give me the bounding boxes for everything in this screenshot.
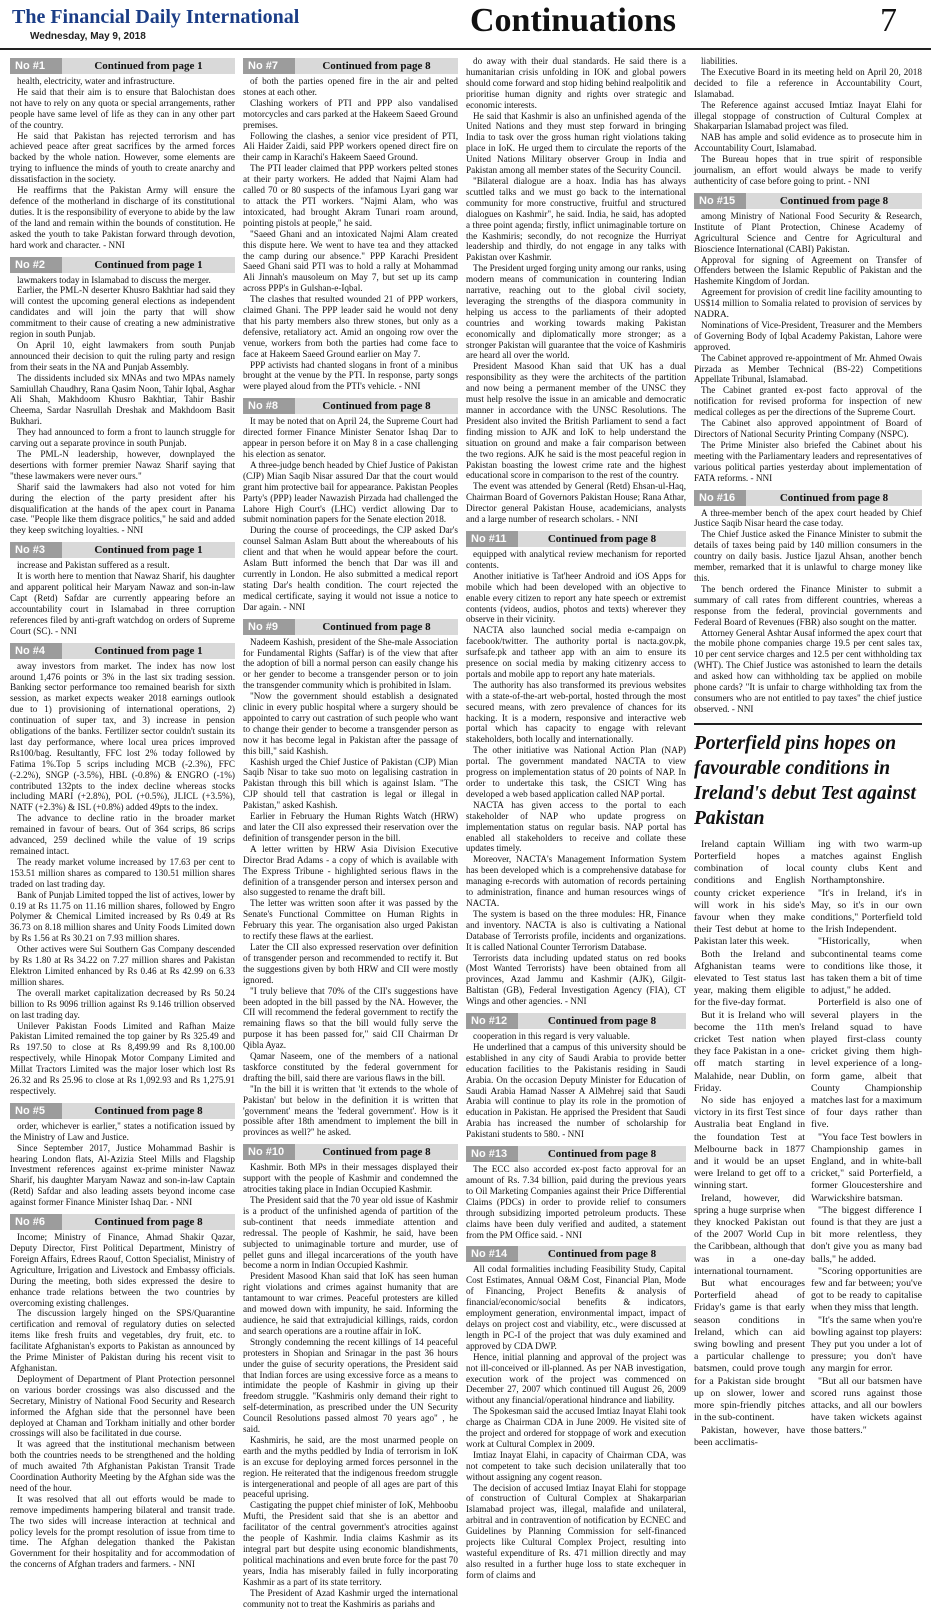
continuation-story bbox=[466, 531, 686, 1007]
continuation-story bbox=[10, 643, 235, 1097]
paragraph: Ireland, however, did spring a huge surprise when they knocked Pakistan out of the 2007 World Cup in the Caribbean, although that was in a one-day international tournament. bbox=[694, 1192, 805, 1277]
paragraph: "Scoring opportunities are few and far between; you've got to be ready to capitalise when they miss that length. bbox=[811, 1265, 922, 1314]
continuation-number: No #3 bbox=[10, 542, 62, 558]
article-column-right bbox=[811, 839, 922, 1449]
paragraph: Castigating the puppet chief minister of IoK, Mehboobu Mufti, the President said that she is an abettor and facilitator of the central government's atrocities against the people of Kashmir. India claims Kashmir as its integral part but despite using economic blandishments, political machinations and even brute force for the past 70 years, India has miserably failed in fully incorporating Kashmir as a part of its state territory. bbox=[243, 1500, 458, 1587]
continuation-story bbox=[243, 58, 458, 392]
continuation-story bbox=[243, 398, 458, 612]
continuation-number: No #16 bbox=[694, 490, 746, 506]
paragraph: "It's in Ireland, it's in May, so it's in our own conditions," Porterfield told the Irish Independent. bbox=[811, 887, 922, 936]
continuation-header bbox=[243, 1144, 458, 1160]
continuation-header bbox=[10, 643, 235, 659]
continuation-number: No #1 bbox=[10, 58, 62, 74]
paragraph: Ireland captain William Porterfield hopes a combination of local conditions and English county cricket experience will work in his side's favour when they make their Test debut at home to Pakistan later this week. bbox=[694, 838, 805, 948]
paragraph: Imtiaz Inayat Elahi, in capacity of Chairman CDA, was not competent to take such decision unilaterally that too without assigning any cogent reason. bbox=[466, 1449, 686, 1482]
continuation-header bbox=[466, 531, 686, 547]
column-2 bbox=[243, 56, 458, 1609]
paper-name: The Financial Daily International bbox=[12, 6, 300, 28]
continuation-number: No #14 bbox=[466, 1246, 518, 1262]
paragraph: The ready market volume increased by 17.63 per cent to 153.51 million shares as compared to 130.51 million shares traded on last trading day. bbox=[10, 856, 235, 889]
continuation-number: No #8 bbox=[243, 398, 295, 414]
paragraph: Following the clashes, a senior vice president of PTI, Ali Haider Zaidi, said PPP workers opened direct fire on their camp in Karachi's Hakeem Saeed Ground. bbox=[243, 130, 458, 163]
continuation-header bbox=[466, 1246, 686, 1262]
paragraph: The Bureau hopes that in true spirit of responsible journalism, an effort would always be made to verify authenticity of case before going to print. - NNI bbox=[694, 154, 922, 186]
paragraph: The Spokesman said the accused Imtiaz Inayat Elahi took charge as Chairman CDA in June 2009. He visited site of the project and ordered for stoppage of work and execution work at Cultural Complex in 2009. bbox=[466, 1406, 686, 1449]
paragraph: It is worth here to mention that Nawaz Sharif, his daughter and apparent political heir Maryam Nawaz and son-in-law Capt (Retd) Safdar are currently appearing before an accountability court in Islamabad in three corruption references filed by anti-graft watchdog on orders of Supreme Court (SC). - NNI bbox=[10, 571, 235, 636]
paragraph: Approval for signing of Agreement on Transfer of Offenders between the Islamic Republic of Pakistan and the Hashemite Kingdom of Jordan. bbox=[694, 254, 922, 287]
paragraph: Nadeem Kashish, president of the She-male Association for Fundamental Rights (Saffar) is of the view that after the adoption of bill a normal person can easily change his or her gender to become a transgender person or to join the transgender community which is prohibited in Islam. bbox=[243, 636, 458, 691]
paragraph: He said that Kashmir is also an unfinished agenda of the United Nations and they must step forward in bringing India to task over the gross human right violations taking place in IoK. He urged them to circulate the reports of the United Nations Military observer Group in India and Pakistan among all member states of the Security Council. bbox=[466, 110, 686, 176]
paragraph: Clashing workers of PTI and PPP also vandalised motorcycles and cars parked at the Hakeem Saeed Ground premises. bbox=[243, 97, 458, 130]
continuation-header bbox=[466, 1146, 686, 1162]
continuation-label: Continued from page 8 bbox=[295, 398, 458, 414]
paragraph: Kashmiris, he said, are the most unarmed people on earth and the myths peddled by India of terrorism in IoK is an excuse for deploying armed forces personnel in the region. He reiterated that the indigenous freedom struggle is intergenerational and people of all ages are part of this peaceful uprising. bbox=[243, 1434, 458, 1500]
paragraph: PPP activists had chanted slogans in front of a minibus brought at the venue by the PTI. In response, party songs were played aloud from the PTI's vehicle. - NNI bbox=[243, 359, 458, 392]
paragraph: He underlined that a campus of this university should be established in any city of Saudi Arabia to provide better education facilities to the Pakistanis residing in Saudi Arabia. On the occasion Deputy Minister for Education of Saudi Arabia Hamad Nasser A AlMehrej said that Saudi Arabia will continue to play its role in the promotion of education in Pakistan. He apprised the President that Saudi Arabia has increased the number of scholarship for Pakistani students to 580. - NNI bbox=[466, 1041, 686, 1140]
continuation-story bbox=[10, 542, 235, 636]
column-4 bbox=[694, 56, 922, 1550]
paragraph: Moreover, NACTA's Management Information System has been developed which is a comprehensive database for managing e-records with automation of records pertaining to administration, finance and human resources wings of NACTA. bbox=[466, 854, 686, 908]
paragraph: Strongly condemning the recent killings of 14 peaceful protesters in Shopian and Srinagar in the past 36 hours under the guise of security operations, the President said that Indian forces are using excessive force as a means to intimidate the people of Kashmir in giving up their freedom struggle. "Kashmiris only demand their right to self-determination, as prescribed under the UN Security Council Resolutions passed almost 70 years ago" , he said. bbox=[243, 1336, 458, 1435]
paragraph: Another initiative is Tat'heer Android and iOS Apps for mobile which had been developed with an objective to enable every citizen to report any hate speech or extremist contents (videos, audios, photos and texts) wherever they observe in their vicinity. bbox=[466, 570, 686, 625]
continuation-label: Continued from page 8 bbox=[295, 619, 458, 635]
continuation-number: No #10 bbox=[243, 1144, 295, 1160]
paragraph: of both the parties opened fire in the air and pelted stones at each other. bbox=[243, 76, 458, 97]
paragraph: ing with two warm-up matches against English county clubs Kent and Northamptonshire. bbox=[811, 838, 922, 887]
continuation-label: Continued from page 8 bbox=[518, 1246, 686, 1262]
paragraph: "Bilateral dialogue are a hoax. India has has always scuttled talks and we must go back to the international community for more constructive, fruitful and structured dialogues on Kashmir", he said. India, he said, has adopted a three point agenda; firstly, inflict unimaginable torture on the Kashmiris; secondly, do not recognize the Hurriyat leadership and thirdly, do not engage in any talks with Pakistan over Kashmir. bbox=[466, 175, 686, 263]
paragraph: Deployment of Department of Plant Protection personnel on various border crossings was also discussed and the Secretary, Ministry of National Food Security and Research informed the Afghan side that the personnel have been deployed at Chaman and Torkham initially and other border crossings will also be facilitated in due course. bbox=[10, 1373, 235, 1439]
continuation-number: No #6 bbox=[10, 1214, 62, 1230]
continuation-header bbox=[10, 257, 235, 273]
paragraph: Kashmir. Both MPs in their messages displayed their support with the people of Kashmir and condemned the atrocities taking place in Indian Occupied Kashmir. bbox=[243, 1162, 458, 1195]
paragraph: The PML-N leadership, however, downplayed the desertions with former premier Nawaz Sharif saying that "these lawmakers were never ours." bbox=[10, 449, 235, 481]
page-number: 7 bbox=[880, 2, 897, 39]
column-3 bbox=[466, 56, 686, 1580]
paragraph: The President of Azad Kashmir urged the international community not to treat the Kashmiris as pariahs and bbox=[243, 1587, 458, 1609]
paragraph: Terrorists data including updated status on red books (Most Wanted Terrorists) have been obtained from all provinces, Azad Jammu and Kashmir (AJK), Gilgit-Baltistan (GB), Federal Investigation Agency (FIA), CT Wings and other agencies. - NNI bbox=[466, 952, 686, 1007]
paragraph: Kashish urged the Chief Justice of Pakistan (CJP) Mian Saqib Nisar to take suo moto on legalising castration in Pakistan through this bill which is against Islam. "The CJP should tell that castration is legal or illegal in Pakistan," asked Kashish. bbox=[243, 756, 458, 811]
paragraph: equipped with analytical review mechanism for reported contents. bbox=[466, 548, 686, 570]
paragraph: NACTA also launched social media e-campaign on facebook/twitter. The authority portal is nacta.gov.pk, surfsafe.pk and tatheer app with an aim to ensure its presence on social media by making citizenry access to portals and mobile app to report any hate materials. bbox=[466, 625, 686, 679]
paragraph: He reaffirms that the Pakistan Army will ensure the defence of the motherland in discharge of its constitutional duties. It is the responsibility of everyone to abide by the law of the land and remain within the bounds of constitution. He asked the youth to take Pakistan forward through devotion, hard work and character. - NNI bbox=[10, 185, 235, 250]
paragraph: The Chief Justice asked the Finance Minister to submit the details of taxes being paid by 140 million consumers in the country on daily basis. Justice Ijazul Ahsan, another bench member, remarked that it is unlawful to charge money like this. bbox=[694, 529, 922, 583]
paragraph: The event was attended by General (Retd) Ehsan-ul-Haq, Chairman Board of Governors Pakistan House; Rana Athar, Director general Pakistan House, academicians, analysts and a large number of research scholars. - NNI bbox=[466, 481, 686, 525]
paragraph: It was agreed that the institutional mechanism between both the countries needs to be strengthened and the holding of much awaited 7th Afghanistan Pakistan Transit Trade Coordination Authority Meeting by the Afghan side was the need of the hour. bbox=[10, 1439, 235, 1493]
paragraph: President Masood Khan said that UK has a dual responsibility as they were the architects of the partition and now being a permanent member of the UNSC they must help resolve the issue in an amicable and democratic manner in accordance with the UNSC Resolutions. The President also invited the British Parliament to send a fact finding mission to AJK and IoK to help understand the situation on ground and make a fair comparison between the two regions. AJK he said is the most peaceful region in Pakistan boasting the lowest crime rate and the highest educational score in comparison to the rest of the country. bbox=[466, 361, 686, 481]
continuation-story bbox=[243, 1144, 458, 1609]
paragraph: Pakistan, however, have been acclimatis- bbox=[694, 1424, 805, 1448]
paragraph: "Historically, when subcontinental teams come to conditions like those, it has taken them a bit of time to adjust," he added. bbox=[811, 936, 922, 997]
paragraph: Earlier, the PML-N deserter Khusro Bakhtiar had said they will contest the upcoming general elections as independent candidates and will join the party that will show commitment to their cause of creating a new administrative region in south Punjab. bbox=[10, 285, 235, 340]
continuation-label: Continued from page 8 bbox=[62, 1103, 235, 1119]
paragraph: Sharif said the lawmakers had also not voted for him during the election of the party president after his disqualification at the hands of the apex court in Panama case. "People like them disgrace politics," he said and added they keep switching loyalties. - NNI bbox=[10, 481, 235, 536]
paragraph: "It's the same when you're bowling against top players: They put you under a lot of pressure; you don't have any margin for error. bbox=[811, 1314, 922, 1375]
continuation-label: Continued from page 8 bbox=[295, 58, 458, 74]
continuation-story bbox=[243, 619, 458, 1139]
continuation-number: No #11 bbox=[466, 531, 518, 547]
paragraph: The other initiative was National Action Plan (NAP) portal. The government mandated NACTA to view progress on implementation status of 20 points of NAP. In order to undertake this task, the CSICT Wing has developed a web based application called NAP portal. bbox=[466, 745, 686, 799]
continuation-story bbox=[466, 1013, 686, 1140]
paragraph: The Executive Board in its meeting held on April 20, 2018 decided to file a reference in Accountability Court, Islamabad. bbox=[694, 66, 922, 99]
paragraph: No side has enjoyed a victory in its first Test since Australia beat England in the foundation Test at Melbourne back in 1877 and it would be an upset were Ireland to get off to a winning start. bbox=[694, 1095, 805, 1192]
continuation-header bbox=[243, 619, 458, 635]
paragraph: "You face Test bowlers in Championship games in England, and in white-ball cricket," said Porterfield, a former Gloucestershire and Warwickshire batsman. bbox=[811, 1131, 922, 1204]
paragraph: It was resolved that all out efforts would be made to remove impediments hampering bilateral and transit trade. The two sides will increase interaction at technical and policy levels for the prompt resolution of issue from time to time. The Afghan delegation thanked the Pakistan Government for their hospitality and for accommodation of the concerns of Afghan traders and farmers. - NNI bbox=[10, 1493, 235, 1570]
continuation-number: No #4 bbox=[10, 643, 62, 659]
paragraph: They had announced to form a front to launch struggle for carving out a separate province in south Punjab. bbox=[10, 427, 235, 449]
continuation-number: No #13 bbox=[466, 1146, 518, 1162]
paragraph: Attorney General Ashtar Ausaf informed the apex court that the mobile phone companies charge 19.5 per cent sales tax, 10 per cent service charges and 12.5 per cent withholding tax (WHT). The Chief Justice was astonished to learn the details and asked how can withholding tax be applied on mobile phone cards? "It is unfair to charge withholding tax from the consumers who are not entitled to pay taxes" the chief justice observed. - NNI bbox=[694, 627, 922, 714]
continuation-label: Continued from page 1 bbox=[62, 257, 235, 273]
paragraph: cooperation in this regard is very valuable. bbox=[473, 1031, 630, 1042]
section-title: Continuations bbox=[470, 2, 676, 39]
paragraph: Unilever Pakistan Foods Limited and Rafhan Maize Pakistan Limited remained the top gainer by Rs 325.49 and Rs 197.50 to close at Rs 8,499.99 and Rs 8,100.00 respectively, while Hinopak Motor Company Limited and Millat Tractors Limited was the major loser which lost Rs 26.32 and Rs 25.96 to close at Rs 1,092.93 and Rs 1,275.91 respectively. bbox=[10, 1020, 235, 1096]
continuation-header bbox=[466, 1013, 686, 1029]
paragraph: "But all our batsmen have scored runs against those attacks, and all our bowlers have taken wickets against those batters." bbox=[811, 1375, 922, 1436]
paragraph: The overall market capitalization decreased by Rs 50.24 billion to Rs 9096 trillion against Rs 9.146 trillion observed on last trading day. bbox=[10, 987, 235, 1020]
paragraph: The President urged forging unity among our ranks, using modern means of communication in countering Indian narrative, reaching out to the global civil society, leveraging the strengths of the diaspora community in helping us access to the parliaments of their adopted countries and working towards making Pakistan economically and diplomatically more stronger; as a stronger Pakistan will guarantee that the voice of Kashmiris are heard all over the world. bbox=[466, 263, 686, 361]
continuation-label: Continued from page 8 bbox=[518, 1146, 686, 1162]
continuation-label: Continued from page 8 bbox=[518, 531, 686, 547]
paragraph: The Prime Minister also briefed the Cabinet about his meeting with the Parliamentary leaders and representatives of various political parties yesterday about implementation of FATA reforms. - NNI bbox=[694, 439, 922, 483]
continuation-header bbox=[694, 193, 922, 209]
paragraph: Hence, initial planning and approval of the project was not ill-conceived or ill-planned. As per NAB investigation, execution work of the project was commenced on December 27, 2007 which continued till August 26, 2009 without any financial/operational hindrance and liability. bbox=[466, 1351, 686, 1406]
paragraph: health, electricity, water and infrastructure. bbox=[17, 76, 175, 86]
paragraph: Qamar Naseem, one of the members of a national taskforce constituted by the federal government for drafting the bill, said there are various flaws in the bill. bbox=[243, 1051, 458, 1083]
column-1 bbox=[10, 56, 235, 1570]
paragraph: The Cabinet granted ex-post facto approval of the notification for revised proforma for inspection of new medical colleges as per the directions of the Supreme Court. bbox=[694, 385, 922, 418]
paragraph: Income; Ministry of Finance, Ahmad Shakir Qazar, Deputy Director, First Political Department, Ministry of Foreign Affairs, Edrees Raouf, Cotton Specialist, Ministry of Agriculture, Irrigation and Livestock and Embassy officials. During the meeting, both sides expressed the desire to enhance trade relations between the two countries by overcoming existing challenges. bbox=[10, 1232, 235, 1308]
paragraph: The system is based on the three modules: HR, Finance and inventory. NACTA is also is cultivating a National Database of Terrorists profile, incidents and organizations. It is called National Counter Terrorism Database. bbox=[466, 908, 686, 952]
paragraph: do away with their dual standards. He said there is a humanitarian crisis unfolding in IOK and global powers should come forward and stop hiding behind realpolitik and prioritise human dignity and rights over strategic and economic interests. bbox=[466, 56, 686, 110]
continuation-number: No #12 bbox=[466, 1013, 518, 1029]
paragraph: The authority has also transformed its previous websites with a state-of-the-art web-portal, hosted through the most secured means, with zero prevalence of chances for its hacking. It is a modern, responsive and interactive web portal which has capacity to engage with relevant stakeholders, both locally and internationally. bbox=[466, 679, 686, 745]
paragraph: The letter was written soon after it was passed by the Senate's Functional Committee on Human Rights in February this year. The organisation also urged Pakistan to rectify these flaws at the earliest. bbox=[243, 898, 458, 942]
continuation-story bbox=[10, 1103, 235, 1208]
continuation-label: Continued from page 8 bbox=[518, 1013, 686, 1029]
paragraph: Since September 2017, Justice Mohammad Bashir is hearing London flats, Al-Azizia Steel Mills and Flagship Investment references against ex-prime minister Nawaz Sharif, his daughter Maryam Nawaz and son-in-law Captain (Retd) Safdar and also leading assets beyond income case against former Finance Minister Ishaq Dar. - NNI bbox=[10, 1142, 235, 1208]
paragraph: But it is Ireland who will become the 11th men's cricket Test nation when they face Pakistan in a one-off match starting in Malahide, near Dublin, on Friday. bbox=[694, 1009, 805, 1094]
paragraph: The Reference against accused Imtiaz Inayat Elahi for illegal stoppage of construction of Cultural Complex at Shakarparian Islamabad project was filed. bbox=[694, 99, 922, 132]
paragraph: President Masood Khan said that IoK has seen human right violations and crimes against humanity that are tantamount to war crimes. Peaceful protesters are killed and mowed down with impunity, he said. Informing the audience, he said that extrajudicial killings, raids, cordon and search operations are a routine affair in IoK. bbox=[243, 1271, 458, 1336]
paragraph: He said that Pakistan has rejected terrorism and has achieved peace after great sacrifices by the armed forces backed by the whole nation. However, some elements are trying to influence the minds of youth to create anarchy and dissatisfaction in the society. bbox=[10, 130, 235, 185]
paragraph: During the course of proceedings, the CJP asked Dar's counsel Salman Aslam Butt about the whereabouts of his client and that when he would appear before the court. Aslam Butt informed the bench that Dar was ill and currently in London. He also submitted a medical report stating Dar's health condition. The court rejected the medical certificate, saying it would not issue a notice to Dar again. - NNI bbox=[243, 525, 458, 612]
continuation-label: Continued from page 1 bbox=[62, 643, 235, 659]
masthead bbox=[0, 0, 931, 50]
paragraph: Other actives were Sui Southern Gas Company descended by Rs 1.80 at Rs 34.22 on 7.27 million shares and Pakistan Elektron Limited enhanced by Rs 0.46 at Rs 42.99 on 6.33 million shares. bbox=[10, 944, 235, 987]
continuation-label: Continued from page 8 bbox=[295, 1144, 458, 1160]
paragraph: liabilities. bbox=[701, 56, 738, 66]
continuation-header bbox=[243, 58, 458, 74]
continuation-header bbox=[10, 542, 235, 558]
continuation-header bbox=[10, 1103, 235, 1119]
continuation-number: No #9 bbox=[243, 619, 295, 635]
continuation-story bbox=[10, 58, 235, 251]
paragraph: increase and Pakistan suffered as a result. bbox=[17, 560, 170, 571]
paragraph: "The biggest difference I found is that they are just a bit more relentless, they don't give you as many bad balls," he added. bbox=[811, 1204, 922, 1265]
continued-text bbox=[466, 56, 686, 525]
paragraph: NACTA has given access to the portal to each stakeholder of NAP who update progress on implementation status on regular basis. NAP portal has enabled all stakeholders to receive and collate these updates timely. bbox=[466, 799, 686, 854]
continuation-story bbox=[466, 1246, 686, 1580]
paragraph: The advance to decline ratio in the broader market remained in favour of bears. Out of 364 scrips, 86 scrips advanced, 259 declined while the value of 19 scrips remained intact. bbox=[10, 813, 235, 856]
continuation-story bbox=[10, 257, 235, 537]
paragraph: All codal formalities including Feasibility Study, Capital Cost Estimates, Annual O&M Cost, Financial Plan, Mode of Financing, Project Benefits & analysis of financial/economic/social benefits & indicators, employment generation, environmental impact, impact of delays on project cost and viability, etc., were discussed at length in PC-I of the project that was duly examined and approved by CDA DWP. bbox=[466, 1264, 686, 1351]
paragraph: "Saeed Ghani and an intoxicated Najmi Alam created this dispute here. We went to have tea and they attacked the camp during our absence." PPP Karachi President Saeed Ghani said PTI was to hold a rally at Mohammad Ali Jinnah's mausoleum on May 7, but set up its camp across PPP's in Gulshan-e-Iqbal. bbox=[243, 228, 458, 294]
paragraph: Nominations of Vice-President, Treasurer and the Members of Governing Body of Iqbal Academy Pakistan, Lahore were approved. bbox=[694, 319, 922, 352]
paragraph: The decision of accused Imtiaz Inayat Elahi for stoppage of construction of Cultural Complex at Shakarparian Islamabad project was, illegal, malafide and unilateral, arbitral and in contravention of notification by ECNEC and Guidelines by Planning Commission for self-financed projects like Cultural Complex Project, resulting into wasteful expenditure of Rs. 471 million directly and may also resulted in a further huge loss to state exchequer in form of claims and bbox=[466, 1482, 686, 1580]
continuation-number: No #7 bbox=[243, 58, 295, 74]
paragraph: The bench ordered the Finance Minister to submit a summary of call rates from different countries, whereas a response from the federal, provincial governments and Federal Board of Revenues (FBR) also sought on the matter. bbox=[694, 583, 922, 627]
feature-article bbox=[694, 723, 922, 1449]
paragraph: Earlier in February the Human Rights Watch (HRW) and later the CII also expressed their reservation over the definition of transgender person in the bill. bbox=[243, 811, 458, 843]
paragraph: Later the CII also expressed reservation over definition of transgender person and recommended to rectify it. But the suggestions given by both HRW and CII were mostly ignored. bbox=[243, 941, 458, 985]
paragraph: A letter written by HRW Asia Division Executive Director Brad Adams - a copy of which is available with The Express Tribune - highlighted serious flaws in the definition of a transgender person and intersex person and also suggested to rename the draft bill. bbox=[243, 843, 458, 898]
paragraph: among Ministry of National Food Security & Research, Institute of Plant Protection, Chinese Academy of Agricultural Science and Centre for Agricultural and Bioscience International (CABI) Pakistan. bbox=[694, 210, 922, 254]
paragraph: The ECC also accorded ex-post facto approval for an amount of Rs. 7.34 billion, paid during the previous years to Oil Marketing Companies against their Price Differential Claims (PDCs) in order to provide relief to consumers through subsidizing imported petroleum products. These claims have been duly verified and audited, a statement from the PM Office said. - NNI bbox=[466, 1164, 686, 1240]
paragraph: It may be noted that on April 24, the Supreme Court had directed former Finance Minister Senator Ishaq Dar to appear in person before it on May 8 in a case challenging his election as senator. bbox=[243, 416, 458, 459]
article-column-left bbox=[694, 839, 805, 1449]
continuation-header bbox=[10, 58, 235, 74]
continuation-story bbox=[466, 1146, 686, 1240]
continuation-label: Continued from page 8 bbox=[746, 193, 922, 209]
article-body bbox=[694, 839, 922, 1449]
continuation-number: No #5 bbox=[10, 1103, 62, 1119]
continuation-label: Continued from page 8 bbox=[62, 1214, 235, 1230]
continuation-header bbox=[694, 490, 922, 506]
continuation-label: Continued from page 1 bbox=[62, 58, 235, 74]
continuation-number: No #2 bbox=[10, 257, 62, 273]
continuation-label: Continued from page 1 bbox=[62, 542, 235, 558]
paragraph: NAB has ample and solid evidence as to prosecute him in Accountability Court, Islamabad. bbox=[694, 132, 922, 154]
paragraph: away investors from market. The index has now lost around 1,476 points or 3% in the last six trading session. Banking sector performance too remained bearish for sixth session, as market expects weaker 2018 earnings outlook due to 1) provisioning of international operations, 2) continuation of super tax, and 3) increase in pension obligations of the banks. Fertilizer sector couldn't sustain its last day performance, where local urea prices improved Rs100/bag. Resultantly, FFC lost 2% today followed by Fatima 1%.Top 5 scrips including MCB (-2.3%), FFC (-2.2%), SNGP (-3.5%), HBL (-0.8%) & ENGRO (-1%) contributed 132pts to the index decline whereas stocks including MARI (+2.8%), POL (+0.5%), JLICL (+3.5%), NATF (+2.3%) & ISL (+0.8%) added 49pts to the index. bbox=[10, 660, 235, 813]
paragraph: The PTI leader claimed that PPP workers pelted stones at their party workers. He added that Najmi Alam had called 70 or 80 suspects of the infamous Lyari gang war to attack the PTI workers. "Najmi Alam, who was intoxicated, had brought Akram Tunari roam around, pointing pistols at people," he said. bbox=[243, 163, 458, 228]
continuation-label: Continued from page 8 bbox=[746, 490, 922, 506]
continuation-number: No #15 bbox=[694, 193, 746, 209]
continued-text bbox=[694, 56, 922, 187]
continuation-story bbox=[694, 490, 922, 715]
paragraph: The Cabinet also approved appointment of Board of Directors of National Security Printing Company (NSPC). bbox=[694, 418, 922, 439]
paragraph: The President said that the 70 year old issue of Kashmir is a product of the unfinished agenda of partition of the sub-continent that needs immediate attention and redressal. The people of Kashmir, he said, have been subjected to unimaginable torture and murder, use of pellet guns and illegal incarcerations of the youth have become a norm in Indian Occupied Kashmir. bbox=[243, 1195, 458, 1271]
paragraph: The discussion largely hinged on the SPS/Quarantine certification and removal of regulatory duties on selected items like fresh fruits and vegetables, dry fruit, etc. to facilitate Afghanistan's exports to Pakistan as announced by the Prime Minister of Pakistan during his recent visit to Afghanistan. bbox=[10, 1308, 235, 1373]
article-headline: Porterfield pins hopes on favourable conditions in Ireland's debut Test against Pakistan bbox=[694, 723, 922, 831]
paragraph: The dissidents included six MNAs and two MPAs namely Samiullah Chaudhry, Rana Qasim Noon, Tahir Iqbal, Asghar Ali Shah, Makhdoom Khusro Bakhtiar, Tahir Bashir Cheema, Sardar Nasrullah Dreshak and Makhdoom Basit Bukhari. bbox=[10, 372, 235, 427]
paragraph: A three-judge bench headed by Chief Justice of Pakistan (CJP) Mian Saqib Nisar assured Dar that the court would grant him protective bail for appearance. Pakistan Peoples Party's (PPP) leader Nawazish Pirzada had challenged the Lahore High Court's (LHC) verdict allowing Dar to submit nomination papers for the Senate election 2018. bbox=[243, 459, 458, 525]
continuation-header bbox=[243, 398, 458, 414]
paragraph: Porterfield is also one of several players in the Ireland squad to have played first-class county cricket giving them high-level experience of a long-form game, albeit that County Championship matches last for a maximum of four days rather than five. bbox=[811, 997, 922, 1131]
paragraph: The clashes that resulted wounded 21 of PPP workers, claimed Ghani. The PPP leader said he would not deny that his party members also threw stones, but only as a defensive, retaliatory act. Amid an ongoing row over the venue, workers from both the parties had come face to face at Hakeem Saeed Ground earlier on May 7. bbox=[243, 294, 458, 359]
paragraph: Agreement for provision of credit line facility amounting to US$14 million to Somalia related to provision of services by NADRA. bbox=[694, 287, 922, 320]
paragraph: lawmakers today in Islamabad to discuss the merger. bbox=[17, 274, 211, 285]
paragraph: On April 10, eight lawmakers from south Punjab announced their decision to quit the ruling party and resign from their seats in the NA and Punjab Assembly. bbox=[10, 339, 235, 372]
paragraph: But what encourages Porterfield ahead of Friday's game is that early season conditions in Ireland, which can aid swing bowling and present a particular challenge to batsmen, could prove tough for a Pakistan side brought up on slower, lower and more spin-friendly pitches in the sub-continent. bbox=[694, 1278, 805, 1424]
paragraph: The Cabinet approved re-appointment of Mr. Ahmed Owais Pirzada as Member Technical (BS-22) Competitions Appellate Tribunal, Islamabad. bbox=[694, 352, 922, 385]
paragraph: Bank of Punjab Limited topped the list of actives, lower by 0.19 at Rs 11.75 on 11.16 million shares, followed by Engro Polymer & Chemical Limited increased by Rs 0.49 at Rs 36.73 on 8.18 million shares and Unity Foods Limited down by Rs 1.56 at Rs 30.21 on 7.93 million shares. bbox=[10, 889, 235, 944]
continuation-story bbox=[10, 1214, 235, 1570]
paragraph: order, whichever is earlier," states a notification issued by the Ministry of Law and Justice. bbox=[10, 1120, 235, 1142]
paragraph: "Now the government should establish a designated clinic in every public hospital where a surgery should be appointed to carry out castration of such people who want to change their gender to become a transgender person as now it has become legal in Pakistan after the passage of this bill," said Kashish. bbox=[243, 691, 458, 756]
continuation-story bbox=[694, 193, 922, 484]
paragraph: "I truly believe that 70% of the CII's suggestions have been adopted in the bill passed by the NA. However, the CII will recommend the federal government to rectify the remaining flaws so that the bill would fully serve the purpose it has been passed for," said CII Chairman Dr Qibla Ayaz. bbox=[243, 985, 458, 1051]
paragraph: A three-member bench of the apex court headed by Chief Justice Saqib Nisar heard the case today. bbox=[694, 507, 922, 529]
paragraph: He said that their aim is to ensure that Balochistan does not have to rely on any quota or special arrangements, rather people have same level of life as they can in any other part of the country. bbox=[10, 86, 235, 130]
continuation-header bbox=[10, 1214, 235, 1230]
paragraph: "In the bill it is written that 'it extends to the whole of Pakistan' but below in the definition it is written that 'government' means the 'federal government'. How is it possible after 18th amendment to implement the bill in provinces as well?" he asked. bbox=[243, 1083, 458, 1138]
paragraph: Both the Ireland and Afghanistan teams were elevated to Test status last year, making them eligible for the five-day format. bbox=[694, 948, 805, 1009]
issue-date: Wednesday, May 9, 2018 bbox=[30, 31, 146, 42]
